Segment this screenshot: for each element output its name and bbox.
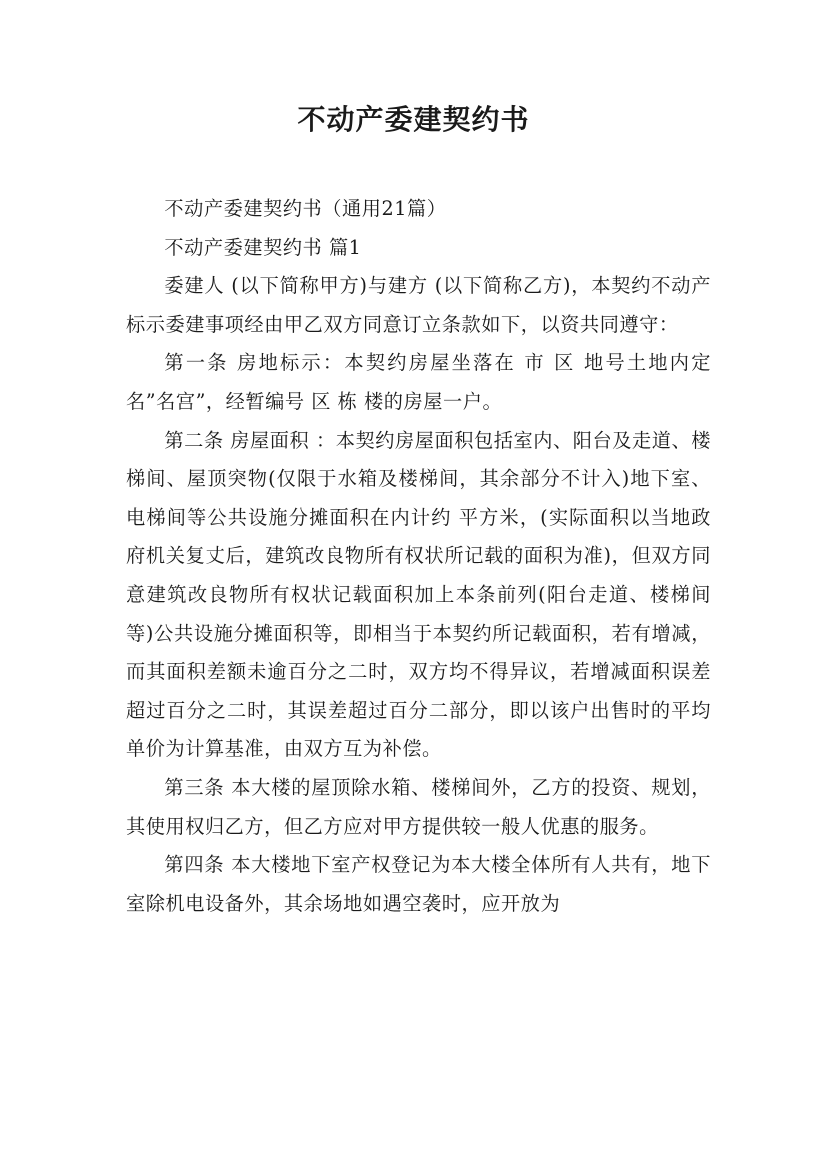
- document-body: [126, 190, 711, 923]
- section-heading: 不动产委建契约书 篇1: [164, 235, 362, 259]
- subtitle-paragraph: 不动产委建契约书（通用21篇）: [164, 197, 447, 220]
- document-title: 不动产委建契约书: [297, 103, 530, 136]
- clause-3-paragraph: 第三条 本大楼的屋顶除水箱、楼梯间外，乙方的投资、规划，其使用权归乙方，但乙方应对甲方提供较一般人优惠的服务。: [126, 775, 711, 838]
- clause-4-paragraph: 第四条 本大楼地下室产权登记为本大楼全体所有人共有，地下室除机电设备外，其余场地如遇空袭时，应开放为: [126, 853, 711, 915]
- clause-2-paragraph: 第二条 房屋面积 ：本契约房屋面积包括室内、阳台及走道、楼梯间、屋顶突物(仅限于水箱及楼梯间，其余部分不计入)地下室、电梯间等公共设施分摊面积在内计约 平方米，(实际面积以当地政府机关复丈后，建筑改良物所有权状所记载的面积为准)，但双方同意建筑改良物所有权状记载面积加上本条前列(阳台走道、楼梯间等)公共设施分摊面积等，即相当于本契约所记载面积，若有增减，而其面积差额未逾百分之二时，双方均不得异议，若增减面积误差超过百分之二时，其误差超过百分二部分，即以该户出售时的平均单价为计算基准，由双方互为补偿。: [126, 428, 711, 761]
- intro-paragraph: 委建人 (以下简称甲方)与建方 (以下简称乙方)，本契约不动产标示委建事项经由甲乙双方同意订立条款如下，以资共同遵守：: [126, 274, 711, 336]
- clause-1-paragraph: 第一条 房地标示：本契约房屋坐落在 市 区 地号土地内定名”名宫”，经暂编号 区 栋 楼的房屋一户。: [126, 351, 711, 413]
